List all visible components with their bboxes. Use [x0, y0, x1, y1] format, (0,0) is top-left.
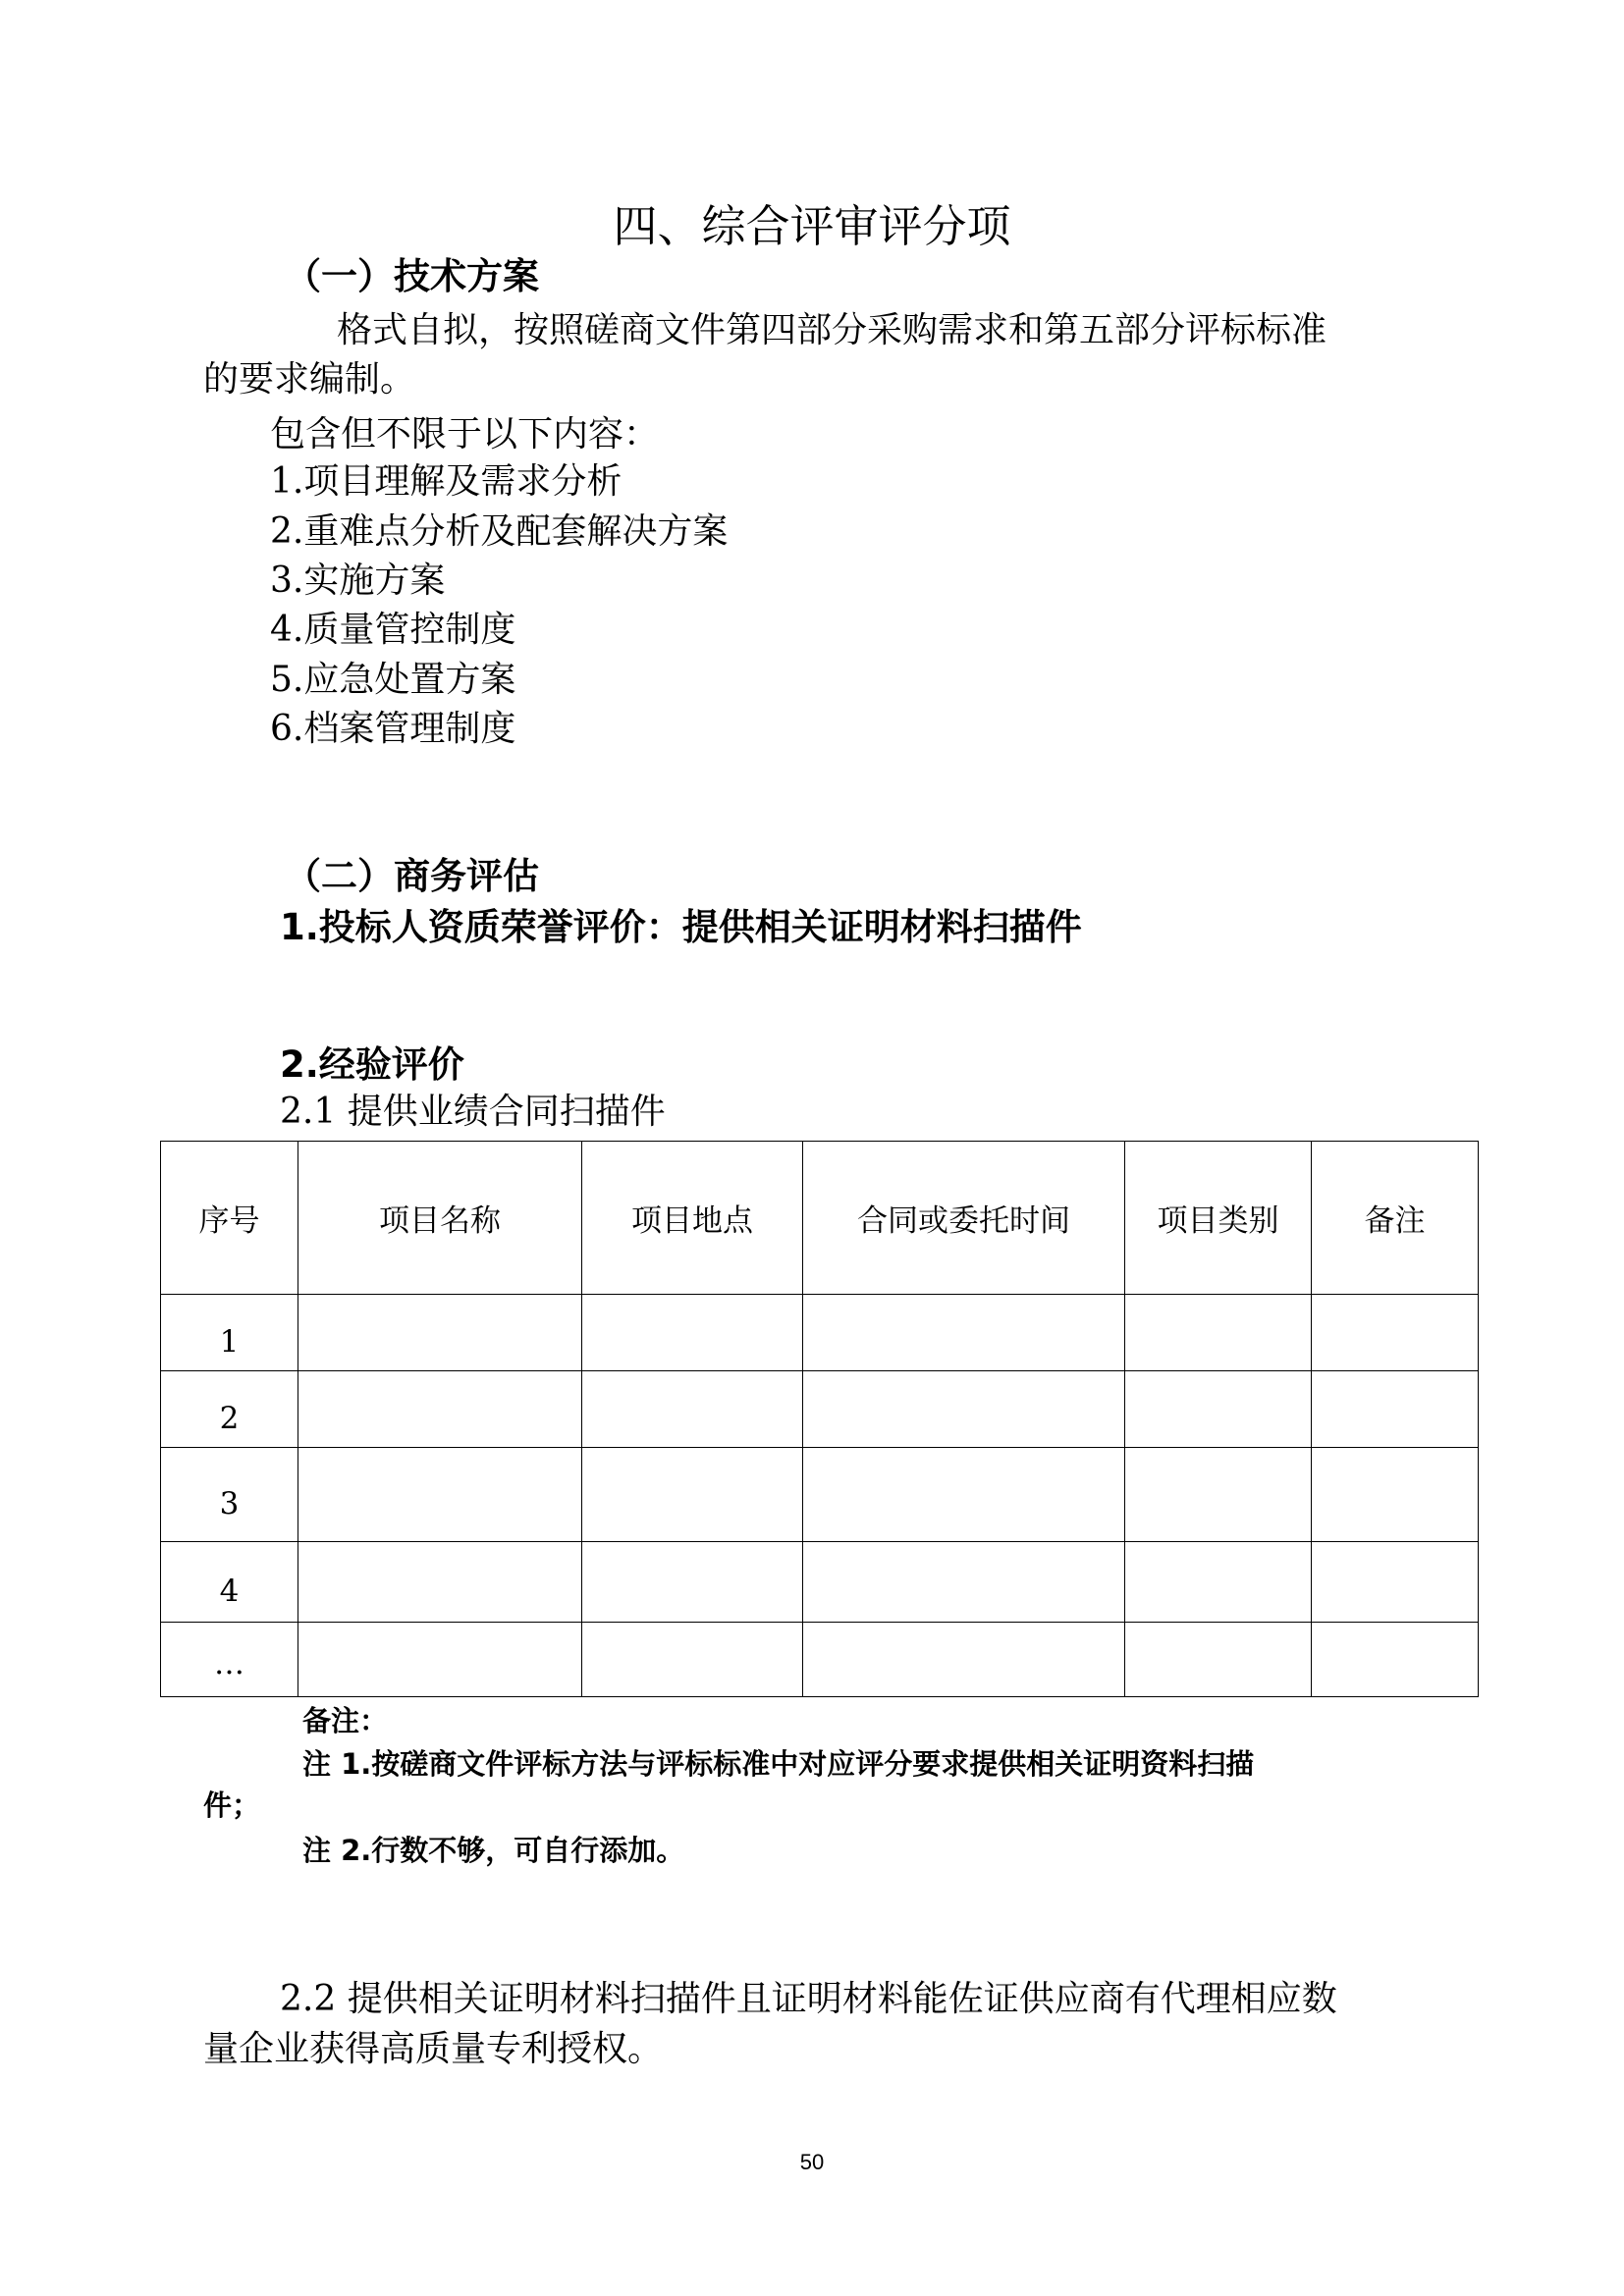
table-header-row — [161, 1142, 1479, 1295]
section-heading-business: （二）商务评估 — [285, 855, 539, 897]
table-cell — [1125, 1371, 1312, 1448]
table-row — [161, 1371, 1479, 1448]
note-1-line2: 件； — [203, 1789, 261, 1822]
patent-item-line1: 2.2 提供相关证明材料扫描件且证明材料能佐证供应商有代理相应数 — [280, 1979, 1337, 2019]
table-cell — [1312, 1623, 1479, 1697]
table-header-cell: 项目类别 — [1125, 1142, 1312, 1295]
technical-list-item: 6.档案管理制度 — [270, 709, 516, 749]
table-cell — [582, 1448, 803, 1542]
table-header-cell: 项目地点 — [582, 1142, 803, 1295]
table-row — [161, 1623, 1479, 1697]
table-cell — [582, 1542, 803, 1623]
technical-list-item: 1.项目理解及需求分析 — [270, 461, 623, 502]
notes-label: 备注： — [302, 1704, 389, 1737]
table-header-cell: 备注 — [1312, 1142, 1479, 1295]
table-header-cell: 合同或委托时间 — [803, 1142, 1125, 1295]
page-title: 四、综合评审评分项 — [613, 200, 1011, 252]
table-cell — [1312, 1295, 1479, 1371]
table-cell — [1125, 1542, 1312, 1623]
note-1-line1: 注 1.按磋商文件评标方法与评标标准中对应评分要求提供相关证明资料扫描 — [302, 1747, 1255, 1781]
table-header-cell: 序号 — [161, 1142, 298, 1295]
table-cell — [1312, 1448, 1479, 1542]
table-cell — [298, 1371, 582, 1448]
experience-heading: 2.经验评价 — [280, 1043, 464, 1086]
table-cell — [582, 1295, 803, 1371]
note-2: 注 2.行数不够，可自行添加。 — [302, 1834, 685, 1867]
table-cell — [1125, 1295, 1312, 1371]
technical-content-intro: 包含但不限于以下内容： — [270, 414, 660, 454]
technical-list-item: 3.实施方案 — [270, 561, 446, 601]
table-cell — [803, 1542, 1125, 1623]
table-cell — [1312, 1371, 1479, 1448]
qualification-item: 1.投标人资质荣誉评价：提供相关证明材料扫描件 — [280, 906, 1082, 948]
table-header-cell: 项目名称 — [298, 1142, 582, 1295]
table-row — [161, 1448, 1479, 1542]
table-cell — [582, 1371, 803, 1448]
table-cell — [582, 1623, 803, 1697]
technical-list-item: 2.重难点分析及配套解决方案 — [270, 511, 729, 552]
table-row — [161, 1295, 1479, 1371]
table-row — [161, 1542, 1479, 1623]
row-number-cell: … — [161, 1623, 298, 1697]
patent-item-line2: 量企业获得高质量专利授权。 — [203, 2029, 664, 2069]
technical-list-item: 4.质量管控制度 — [270, 610, 516, 650]
row-number-cell: 3 — [161, 1448, 298, 1542]
technical-paragraph-line1: 格式自拟，按照磋商文件第四部分采购需求和第五部分评标标准 — [337, 310, 1327, 350]
table-cell — [803, 1448, 1125, 1542]
table-cell — [1125, 1448, 1312, 1542]
performance-table — [160, 1141, 1479, 1697]
table-cell — [1125, 1623, 1312, 1697]
technical-list-item: 5.应急处置方案 — [270, 660, 516, 700]
table-cell — [803, 1371, 1125, 1448]
row-number-cell: 2 — [161, 1371, 298, 1448]
table-cell — [298, 1448, 582, 1542]
technical-paragraph-line2: 的要求编制。 — [203, 359, 416, 400]
row-number-cell: 4 — [161, 1542, 298, 1623]
page-number: 50 — [799, 2150, 825, 2174]
table-cell — [803, 1623, 1125, 1697]
table-cell — [803, 1295, 1125, 1371]
table-cell — [1312, 1542, 1479, 1623]
section-heading-technical: （一）技术方案 — [285, 255, 539, 297]
row-number-cell: 1 — [161, 1295, 298, 1371]
table-cell — [298, 1542, 582, 1623]
table-cell — [298, 1623, 582, 1697]
table-cell — [298, 1295, 582, 1371]
contract-subheading: 2.1 提供业绩合同扫描件 — [280, 1092, 666, 1132]
